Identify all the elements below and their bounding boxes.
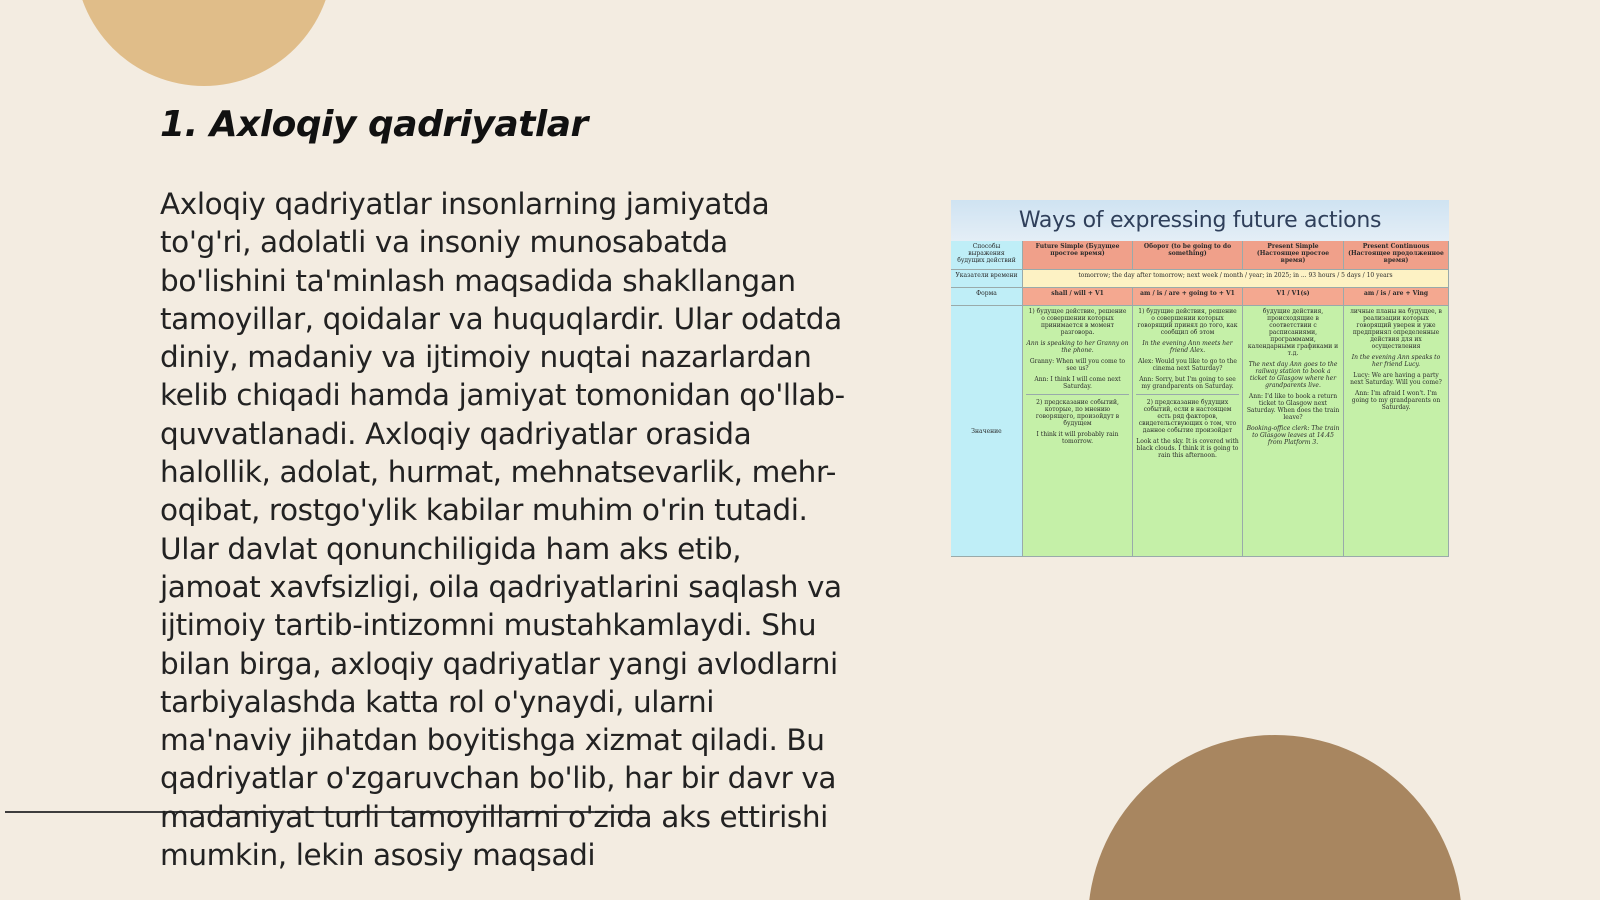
table-grid — [951, 241, 1449, 557]
row-label-meaning — [951, 306, 1023, 557]
cell-text: Granny: When will you come to see us? — [1029, 358, 1126, 372]
cell-text: Look at the sky. It is covered with black clouds. I think it is going to rain this afternoon. — [1136, 438, 1239, 459]
cell-example: In the evening Ann speaks to her friend Lucy. — [1351, 354, 1441, 368]
cell-example: Booking-office clerk: The train to Glasgow leaves at 14.45 from Platform 3. — [1246, 425, 1340, 446]
form-cell: am / is / are + Ving — [1344, 288, 1449, 306]
cell-text: Alex: Would you like to go to the cinema next Saturday? — [1138, 358, 1237, 372]
meaning-cell — [1133, 306, 1243, 557]
meaning-cell — [1023, 306, 1133, 557]
cell-text: 2) предсказание будущих событий, если в настоящем есть ряд факторов, свидетельствующих о том, что данное событие произойдет — [1136, 394, 1239, 434]
decorative-circle-bottom — [1088, 735, 1462, 900]
decorative-circle-top — [75, 0, 333, 86]
meaning-cell — [1243, 306, 1344, 557]
time-markers-cell: tomorrow; the day after tomorrow; next week / month / year; in 2025; in ... 93 hours / 5 days / 10 years — [1023, 270, 1449, 288]
cell-text: будущие действия, происходящие в соответствии с расписаниями, программами, календарными графиками и т.д. — [1247, 308, 1339, 357]
cell-text: 2) предсказание событий, которые, по мнению говорящего, произойдут в будущем — [1026, 394, 1129, 427]
cell-example: In the evening Ann meets her friend Alex. — [1142, 340, 1233, 354]
cell-text: 1) будущее действие, решение о совершении которых принимается в момент разговора. — [1028, 308, 1127, 336]
form-cell: shall / will + V1 — [1023, 288, 1133, 306]
slide-title: 1. Axloqiy qadriyatlar — [160, 104, 588, 145]
cell-example: The next day Ann goes to the railway station to book a ticket to Glasgow where her grandparents live. — [1248, 361, 1338, 389]
form-cell: am / is / are + going to + V1 — [1133, 288, 1243, 306]
column-head: Present Continuous (Настоящее продолженное время) — [1344, 241, 1449, 270]
cell-text: I think it will probably rain tomorrow. — [1036, 431, 1119, 445]
column-head: Future Simple (Будущее простое время) — [1023, 241, 1133, 270]
row-label-form: Форма — [951, 288, 1023, 306]
cell-text: Lucy: We are having a party next Saturday. Will you come? — [1350, 372, 1442, 386]
cell-text: Ann: I think I will come next Saturday. — [1034, 376, 1121, 390]
future-actions-table-image — [951, 200, 1449, 557]
cell-text: Ann: I'd like to book a return ticket to Glasgow next Saturday. When does the train leave? — [1246, 393, 1340, 421]
cell-example: Ann is speaking to her Granny on the phone. — [1026, 340, 1129, 354]
cell-text: личные планы на будущее, в реализации которых говорящий уверен и уже предпринял определенные действия для их осуществления — [1350, 308, 1442, 350]
cell-text: Ann: I'm afraid I won't. I'm going to my grandparents on Saturday. — [1351, 390, 1441, 411]
column-head: Oборот (to be going to do something) — [1133, 241, 1243, 270]
slide-body-text: Axloqiy qadriyatlar insonlarning jamiyatda to'g'ri, adolatli va insoniy munosabatda bo'lishini ta'minlash maqsadida shakllangan tamoyillar, qoidalar va huquqlardir. Ular odatda diniy, madaniy va ijtimoiy nuqtai nazarlardan kelib chiqadi hamda jamiyat tomonidan qo'llab-quvvatlanadi. Axloqiy qadriyatlar orasida halollik, adolat, hurmat, mehnatsevarlik, mehr-oqibat, rostgo'ylik kabilar muhim o'rin tutadi. Ular davlat qonunchiligida ham aks etib, jamoat xavfsizligi, oila qadriyatlarini saqlash va ijtimoiy tartib-intizomni mustahkamlaydi. Shu bilan birga, axloqiy qadriyatlar yangi avlodlarni tarbiyalashda katta rol o'ynaydi, ularni ma'naviy jihatdan boyitishga xizmat qiladi. Bu qadriyatlar o'zgaruvchan bo'lib, har bir davr va madaniyat turli tamoyillarni o'zida aks ettirishi mumkin, lekin asosiy maqsadi — [160, 187, 845, 873]
row-label-ways: Способы выражения будущих действий — [951, 241, 1023, 270]
row-label-time-markers: Указатели времени — [951, 270, 1023, 288]
cell-text: 1) будущие действия, решение о совершении которых говорящий принял до того, как сообщил об этом — [1137, 308, 1238, 336]
form-cell: V1 / V1(s) — [1243, 288, 1344, 306]
cell-text: Ann: Sorry, but I'm going to see my grandparents on Saturday. — [1139, 376, 1236, 390]
table-heading: Ways of expressing future actions — [951, 200, 1449, 241]
row-label-meaning-text: Значение — [971, 427, 1002, 435]
column-head: Present Simple (Настоящее простое время) — [1243, 241, 1344, 270]
meaning-cell — [1344, 306, 1449, 557]
